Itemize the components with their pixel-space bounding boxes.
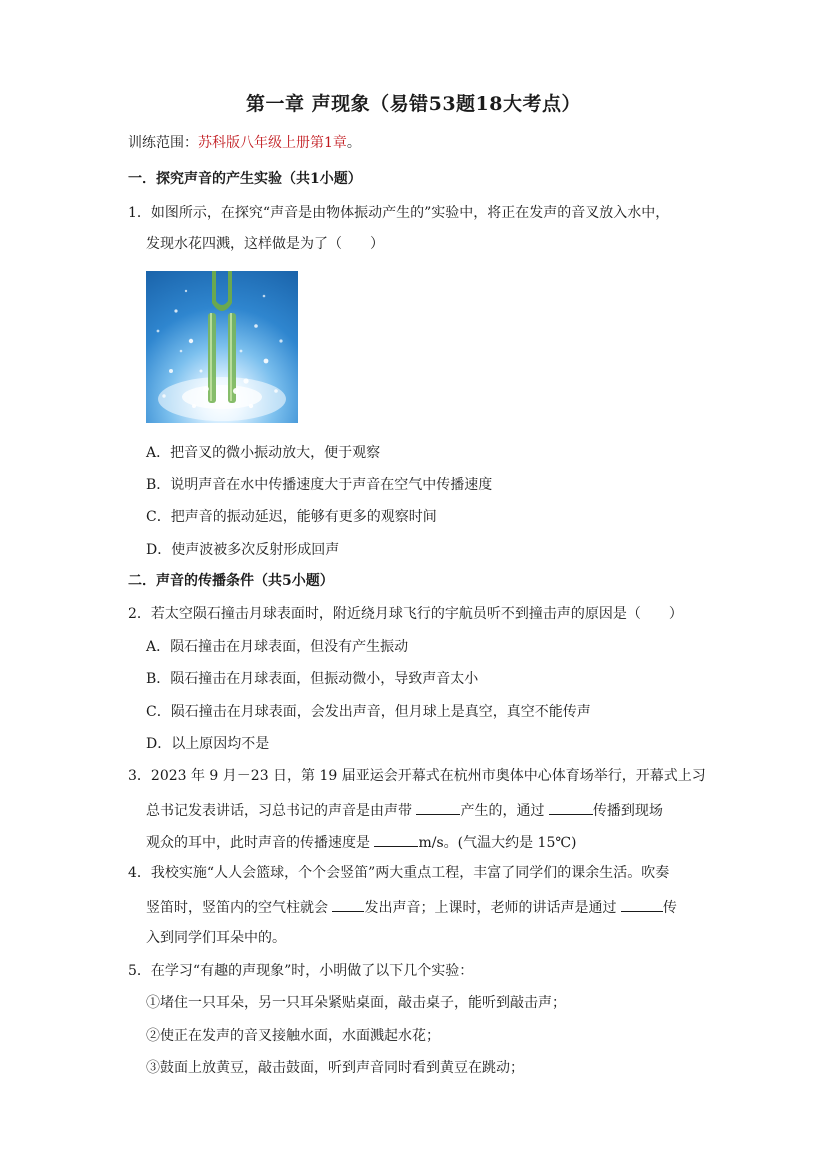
q1-option-a: A．把音叉的微小振动放大，便于观察 xyxy=(146,445,381,461)
q3-blank-2[interactable] xyxy=(549,800,593,815)
q4-blank-1[interactable] xyxy=(332,897,364,912)
q5-stem: 5．在学习“有趣的声现象”时，小明做了以下几个实验： xyxy=(128,963,474,979)
scope-value: 苏科版八年级上册第1章 xyxy=(198,135,347,151)
q3-line2-part-a: 总书记发表讲话，习总书记的声音是由声带 xyxy=(146,803,417,819)
q4-line2-part-b: 发出声音；上课时，老师的讲话声是通过 xyxy=(364,900,621,916)
section-heading-2: 二．声音的传播条件（共5小题） xyxy=(128,573,334,589)
q1-stem-line2: 发现水花四溅，这样做是为了（ ） xyxy=(146,236,384,252)
q3-line3 xyxy=(146,832,576,852)
q5-item-2: ②使正在发声的音叉接触水面，水面溅起水花； xyxy=(146,1028,440,1044)
tuning-fork-photo xyxy=(146,271,298,423)
q2-option-a: A．陨石撞击在月球表面，但没有产生振动 xyxy=(146,639,409,655)
q4-line2 xyxy=(146,897,677,917)
q1-option-b: B．说明声音在水中传播速度大于声音在空气中传播速度 xyxy=(146,477,493,493)
q3-blank-1[interactable] xyxy=(416,800,460,815)
q2-option-d: D．以上原因均不是 xyxy=(146,736,270,752)
q4-line2-part-c: 传 xyxy=(662,900,677,916)
q3-line2-part-c: 传播到现场 xyxy=(592,803,663,819)
section-heading-1: 一．探究声音的产生实验（共1小题） xyxy=(128,171,362,187)
scope-label: 训练范围： xyxy=(128,135,198,151)
q3-line2 xyxy=(146,800,663,820)
page-title: 第一章 声现象（易错53题18大考点） xyxy=(246,93,581,115)
q3-line3-part-b: m/s。(气温大约是 15℃) xyxy=(418,835,577,851)
q4-blank-2[interactable] xyxy=(621,897,663,912)
q5-item-3: ③鼓面上放黄豆，敲击鼓面，听到声音同时看到黄豆在跳动； xyxy=(146,1060,524,1076)
q3-line2-part-b: 产生的，通过 xyxy=(460,803,549,819)
scope-end: 。 xyxy=(346,135,361,151)
q2-option-b: B．陨石撞击在月球表面，但振动微小，导致声音太小 xyxy=(146,671,479,687)
training-scope xyxy=(128,134,361,152)
q3-blank-3[interactable] xyxy=(374,832,418,847)
q5-item-1: ①堵住一只耳朵，另一只耳朵紧贴桌面，敲击桌子，能听到敲击声； xyxy=(146,995,566,1011)
q4-line1: 4．我校实施“人人会篮球，个个会竖笛”两大重点工程，丰富了同学们的课余生活。吹奏 xyxy=(128,865,670,881)
q4-line3: 入到同学们耳朵中的。 xyxy=(146,930,286,946)
q2-option-c: C．陨石撞击在月球表面，会发出声音，但月球上是真空，真空不能传声 xyxy=(146,704,591,720)
q2-stem: 2．若太空陨石撞击月球表面时，附近绕月球飞行的宇航员听不到撞击声的原因是（ ） xyxy=(128,606,683,622)
q1-stem-line1: 1．如图所示，在探究“声音是由物体振动产生的”实验中，将正在发声的音叉放入水中， xyxy=(128,205,670,221)
q1-option-c: C．把声音的振动延迟，能够有更多的观察时间 xyxy=(146,509,437,525)
tuning-fork-illustration xyxy=(146,271,298,423)
q4-line2-part-a: 竖笛时，竖笛内的空气柱就会 xyxy=(146,900,333,916)
q1-option-d: D．使声波被多次反射形成回声 xyxy=(146,542,340,558)
q3-line3-part-a: 观众的耳中，此时声音的传播速度是 xyxy=(146,835,375,851)
q3-line1: 3．2023 年 9 月－23 日，第 19 届亚运会开幕式在杭州市奥体中心体育场举行，开幕式上习 xyxy=(128,768,706,784)
